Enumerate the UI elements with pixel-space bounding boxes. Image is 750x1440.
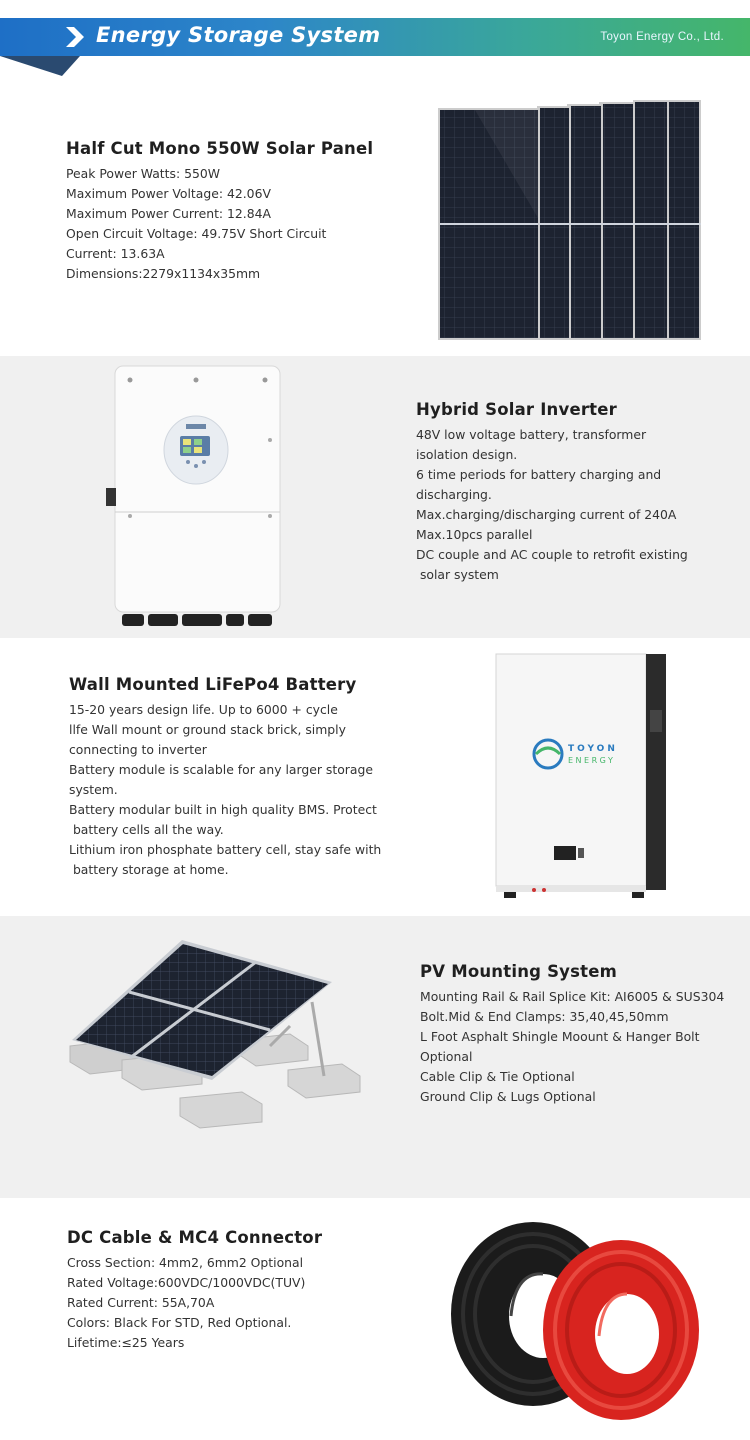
- battery-section: [0, 638, 750, 916]
- cable-spec-block: [67, 1228, 322, 1353]
- battery-spec-9: battery storage at home.: [69, 862, 229, 877]
- chevron-right-icon: [66, 27, 84, 47]
- battery-spec-6: Battery modular built in high quality BMS. Protect: [69, 802, 377, 817]
- inverter-spec-6: Max.10pcs parallel: [416, 527, 533, 542]
- battery-spec-3: connecting to inverter: [69, 742, 207, 757]
- inverter-title: Hybrid Solar Inverter: [416, 400, 617, 419]
- inverter-spec-1: 48V low voltage battery, transformer: [416, 427, 647, 442]
- inverter-spec-8: solar system: [416, 567, 499, 582]
- battery-spec-1: 15-20 years design life. Up to 6000 + cycle: [69, 702, 338, 717]
- cable-spec-3: Rated Current: 55A,70A: [67, 1295, 215, 1310]
- inverter-spec-5: Max.charging/discharging current of 240A: [416, 507, 677, 522]
- inverter-spec-7: DC couple and AC couple to retrofit existing: [416, 547, 688, 562]
- inverter-section: [0, 356, 750, 638]
- cable-coils-image: [445, 1212, 705, 1426]
- solar-panel-spec-3: Maximum Power Current: 12.84A: [66, 206, 271, 221]
- solar-panel-image: [435, 98, 705, 343]
- cable-spec-2: Rated Voltage:600VDC/1000VDC(TUV): [67, 1275, 306, 1290]
- solar-panel-title: Half Cut Mono 550W Solar Panel: [66, 139, 374, 158]
- cable-title: DC Cable & MC4 Connector: [67, 1228, 323, 1247]
- battery-spec-5: system.: [69, 782, 118, 797]
- mounting-spec-6: Ground Clip & Lugs Optional: [420, 1089, 596, 1104]
- battery-brand-bottom: ENERGY: [568, 756, 616, 765]
- solar-panel-spec-2: Maximum Power Voltage: 42.06V: [66, 186, 271, 201]
- battery-spec-8: Lithium iron phosphate battery cell, stay safe with: [69, 842, 382, 857]
- inverter-spec-4: discharging.: [416, 487, 492, 502]
- mounting-section: [0, 916, 750, 1198]
- mounting-spec-4: Optional: [420, 1049, 473, 1064]
- cable-spec-1: Cross Section: 4mm2, 6mm2 Optional: [67, 1255, 304, 1270]
- inverter-spec-3: 6 time periods for battery charging and: [416, 467, 662, 482]
- mounting-title: PV Mounting System: [420, 962, 618, 981]
- inverter-spec-2: isolation design.: [416, 447, 518, 462]
- solar-panel-spec-5: Current: 13.63A: [66, 246, 165, 261]
- battery-spec-4: Battery module is scalable for any larger storage: [69, 762, 373, 777]
- mounting-spec-block: [420, 962, 724, 1107]
- battery-spec-2: llfe Wall mount or ground stack brick, simply: [69, 722, 346, 737]
- solar-panel-section: [0, 76, 750, 356]
- battery-spec-block: [69, 675, 381, 880]
- inverter-spec-block: [416, 400, 688, 585]
- cable-section: [0, 1198, 750, 1440]
- inverter-image: [100, 362, 290, 630]
- solar-panel-spec-4: Open Circuit Voltage: 49.75V Short Circuit: [66, 226, 327, 241]
- battery-spec-7: battery cells all the way.: [69, 822, 224, 837]
- solar-panel-spec-1: Peak Power Watts: 550W: [66, 166, 220, 181]
- mounting-system-image: [62, 936, 372, 1136]
- cable-spec-5: Lifetime:≤25 Years: [67, 1335, 185, 1350]
- battery-image: [490, 650, 670, 900]
- company-name: Toyon Energy Co., Ltd.: [600, 31, 724, 43]
- mounting-spec-2: Bolt.Mid & End Clamps: 35,40,45,50mm: [420, 1009, 669, 1024]
- battery-title: Wall Mounted LiFePo4 Battery: [69, 675, 357, 694]
- mounting-spec-3: L Foot Asphalt Shingle Moount & Hanger Bolt: [420, 1029, 700, 1044]
- mounting-spec-1: Mounting Rail & Rail Splice Kit: AI6005 & SUS304: [420, 989, 725, 1004]
- mounting-spec-5: Cable Clip & Tie Optional: [420, 1069, 575, 1084]
- page-title: Energy Storage System: [96, 23, 381, 47]
- solar-panel-spec-block: [66, 139, 373, 284]
- battery-brand-top: TOYON: [568, 744, 618, 754]
- solar-panel-spec-6: Dimensions:2279x1134x35mm: [66, 266, 261, 281]
- banner-fold-decoration: [0, 56, 80, 76]
- cable-spec-4: Colors: Black For STD, Red Optional.: [67, 1315, 292, 1330]
